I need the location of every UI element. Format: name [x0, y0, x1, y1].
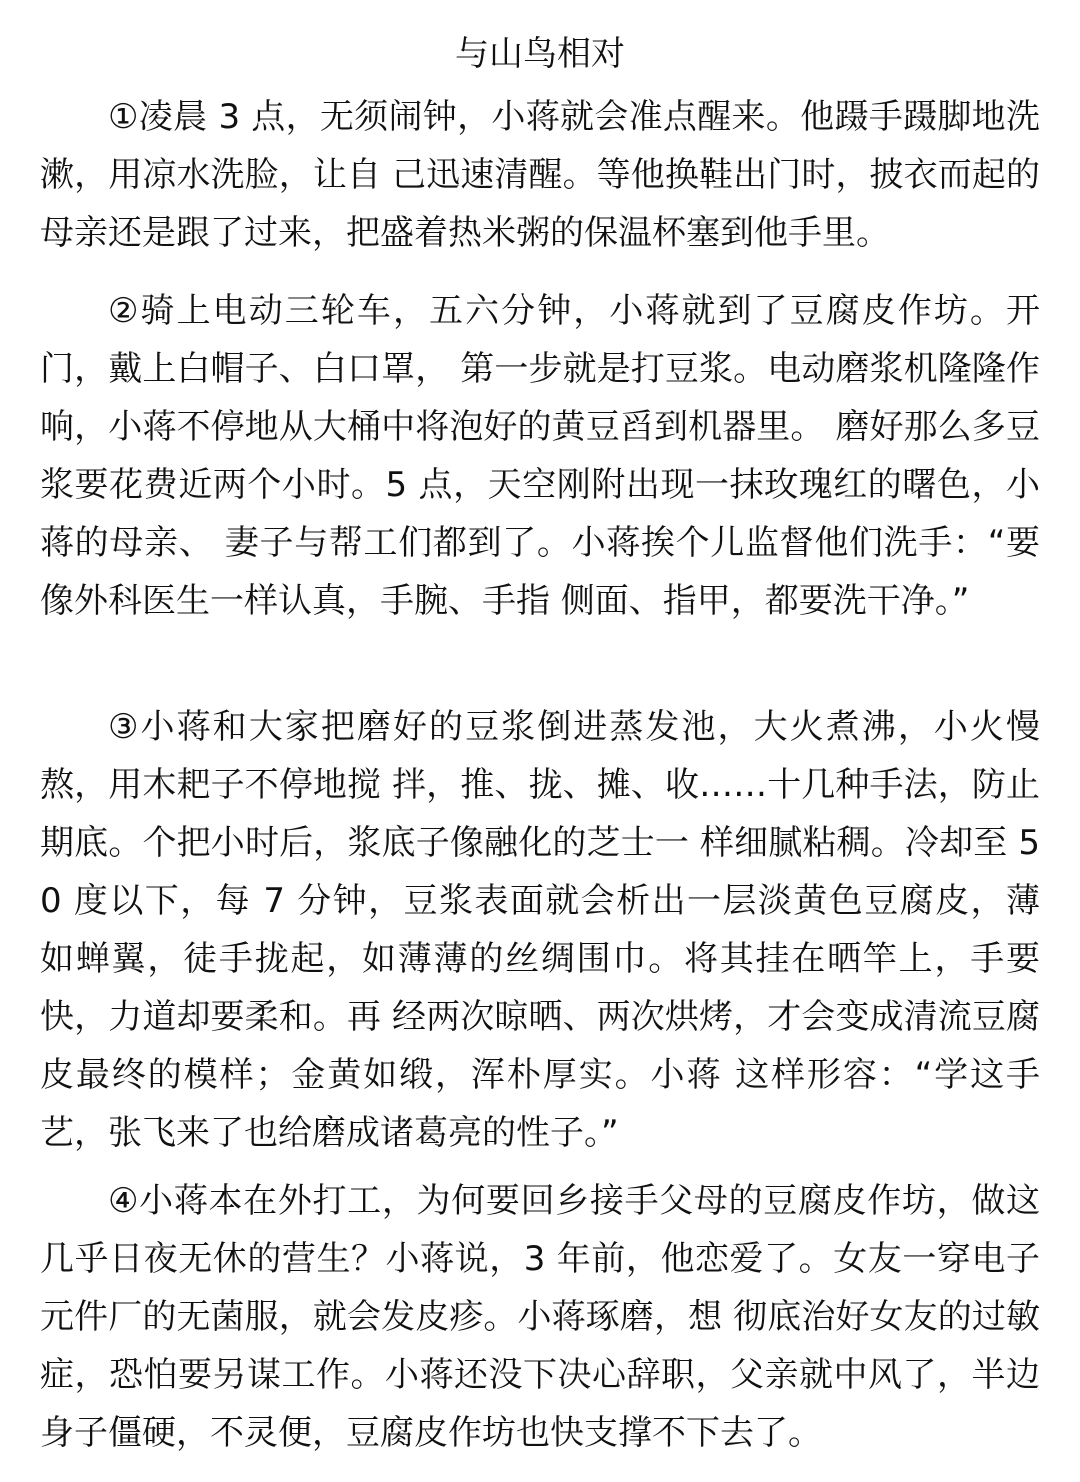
paragraph-3: ③小蒋和大家把磨好的豆浆倒进蒸发池，大火煮沸，小火慢熬，用木耙子不停地搅 拌，推、拢、摊、收……十几种手法，防止期底。个把小时后，浆底子像融化的芝士一 样细腻粘稠。冷却至 50 度以下，每 7 分钟，豆浆表面就会析出一层淡黄色豆腐皮，薄 如蝉翼，徒手拢起，如薄薄的丝绸围巾。将其挂在晒竿上，手要快，力道却要柔和。再 经两次晾晒、两次烘烤，才会变成清流豆腐皮最终的模样；金黄如缎，浑朴厚实。小蒋 这样形容：“学这手艺，张飞来了也给磨成诸葛亮的性子。” — [40, 707, 1040, 1153]
paragraph-4: ④小蒋本在外打工，为何要回乡接手父母的豆腐皮作坊，做这几乎日夜无休的营生？小蒋说，3 年前，他恋爱了。女友一穿电子元件厂的无菌服，就会发皮疹。小蒋琢磨，想 彻底治好女友的过敏症，恐怕要另谋工作。小蒋还没下决心辞职，父亲就中风了，半边身子僵硬，不灵便，豆腐皮作坊也快支撑不下去了。 — [40, 1181, 1040, 1453]
paragraph-2: ②骑上电动三轮车，五六分钟，小蒋就到了豆腐皮作坊。开门，戴上白帽子、白口罩， 第一步就是打豆浆。电动磨浆机隆隆作响，小蒋不停地从大桶中将泡好的黄豆舀到机器里。 磨好那么多豆浆要花费近两个小时。5 点，天空刚附出现一抹玫瑰红的曙色，小蒋的母亲、 妻子与帮工们都到了。小蒋挨个儿监督他们洗手：“要像外科医生一样认真，手腕、手指 侧面、指甲，都要洗干净。” — [40, 291, 1040, 621]
article-title: 与山鸟相对 — [455, 34, 625, 74]
paragraph-1: ①凌晨 3 点，无须闹钟，小蒋就会准点醒来。他蹑手蹑脚地洗漱，用凉水洗脸，让自 己迅速清醒。等他换鞋出门时，披衣而起的母亲还是跟了过来，把盛着热米粥的保温杯塞到他手里。 — [40, 97, 1040, 253]
